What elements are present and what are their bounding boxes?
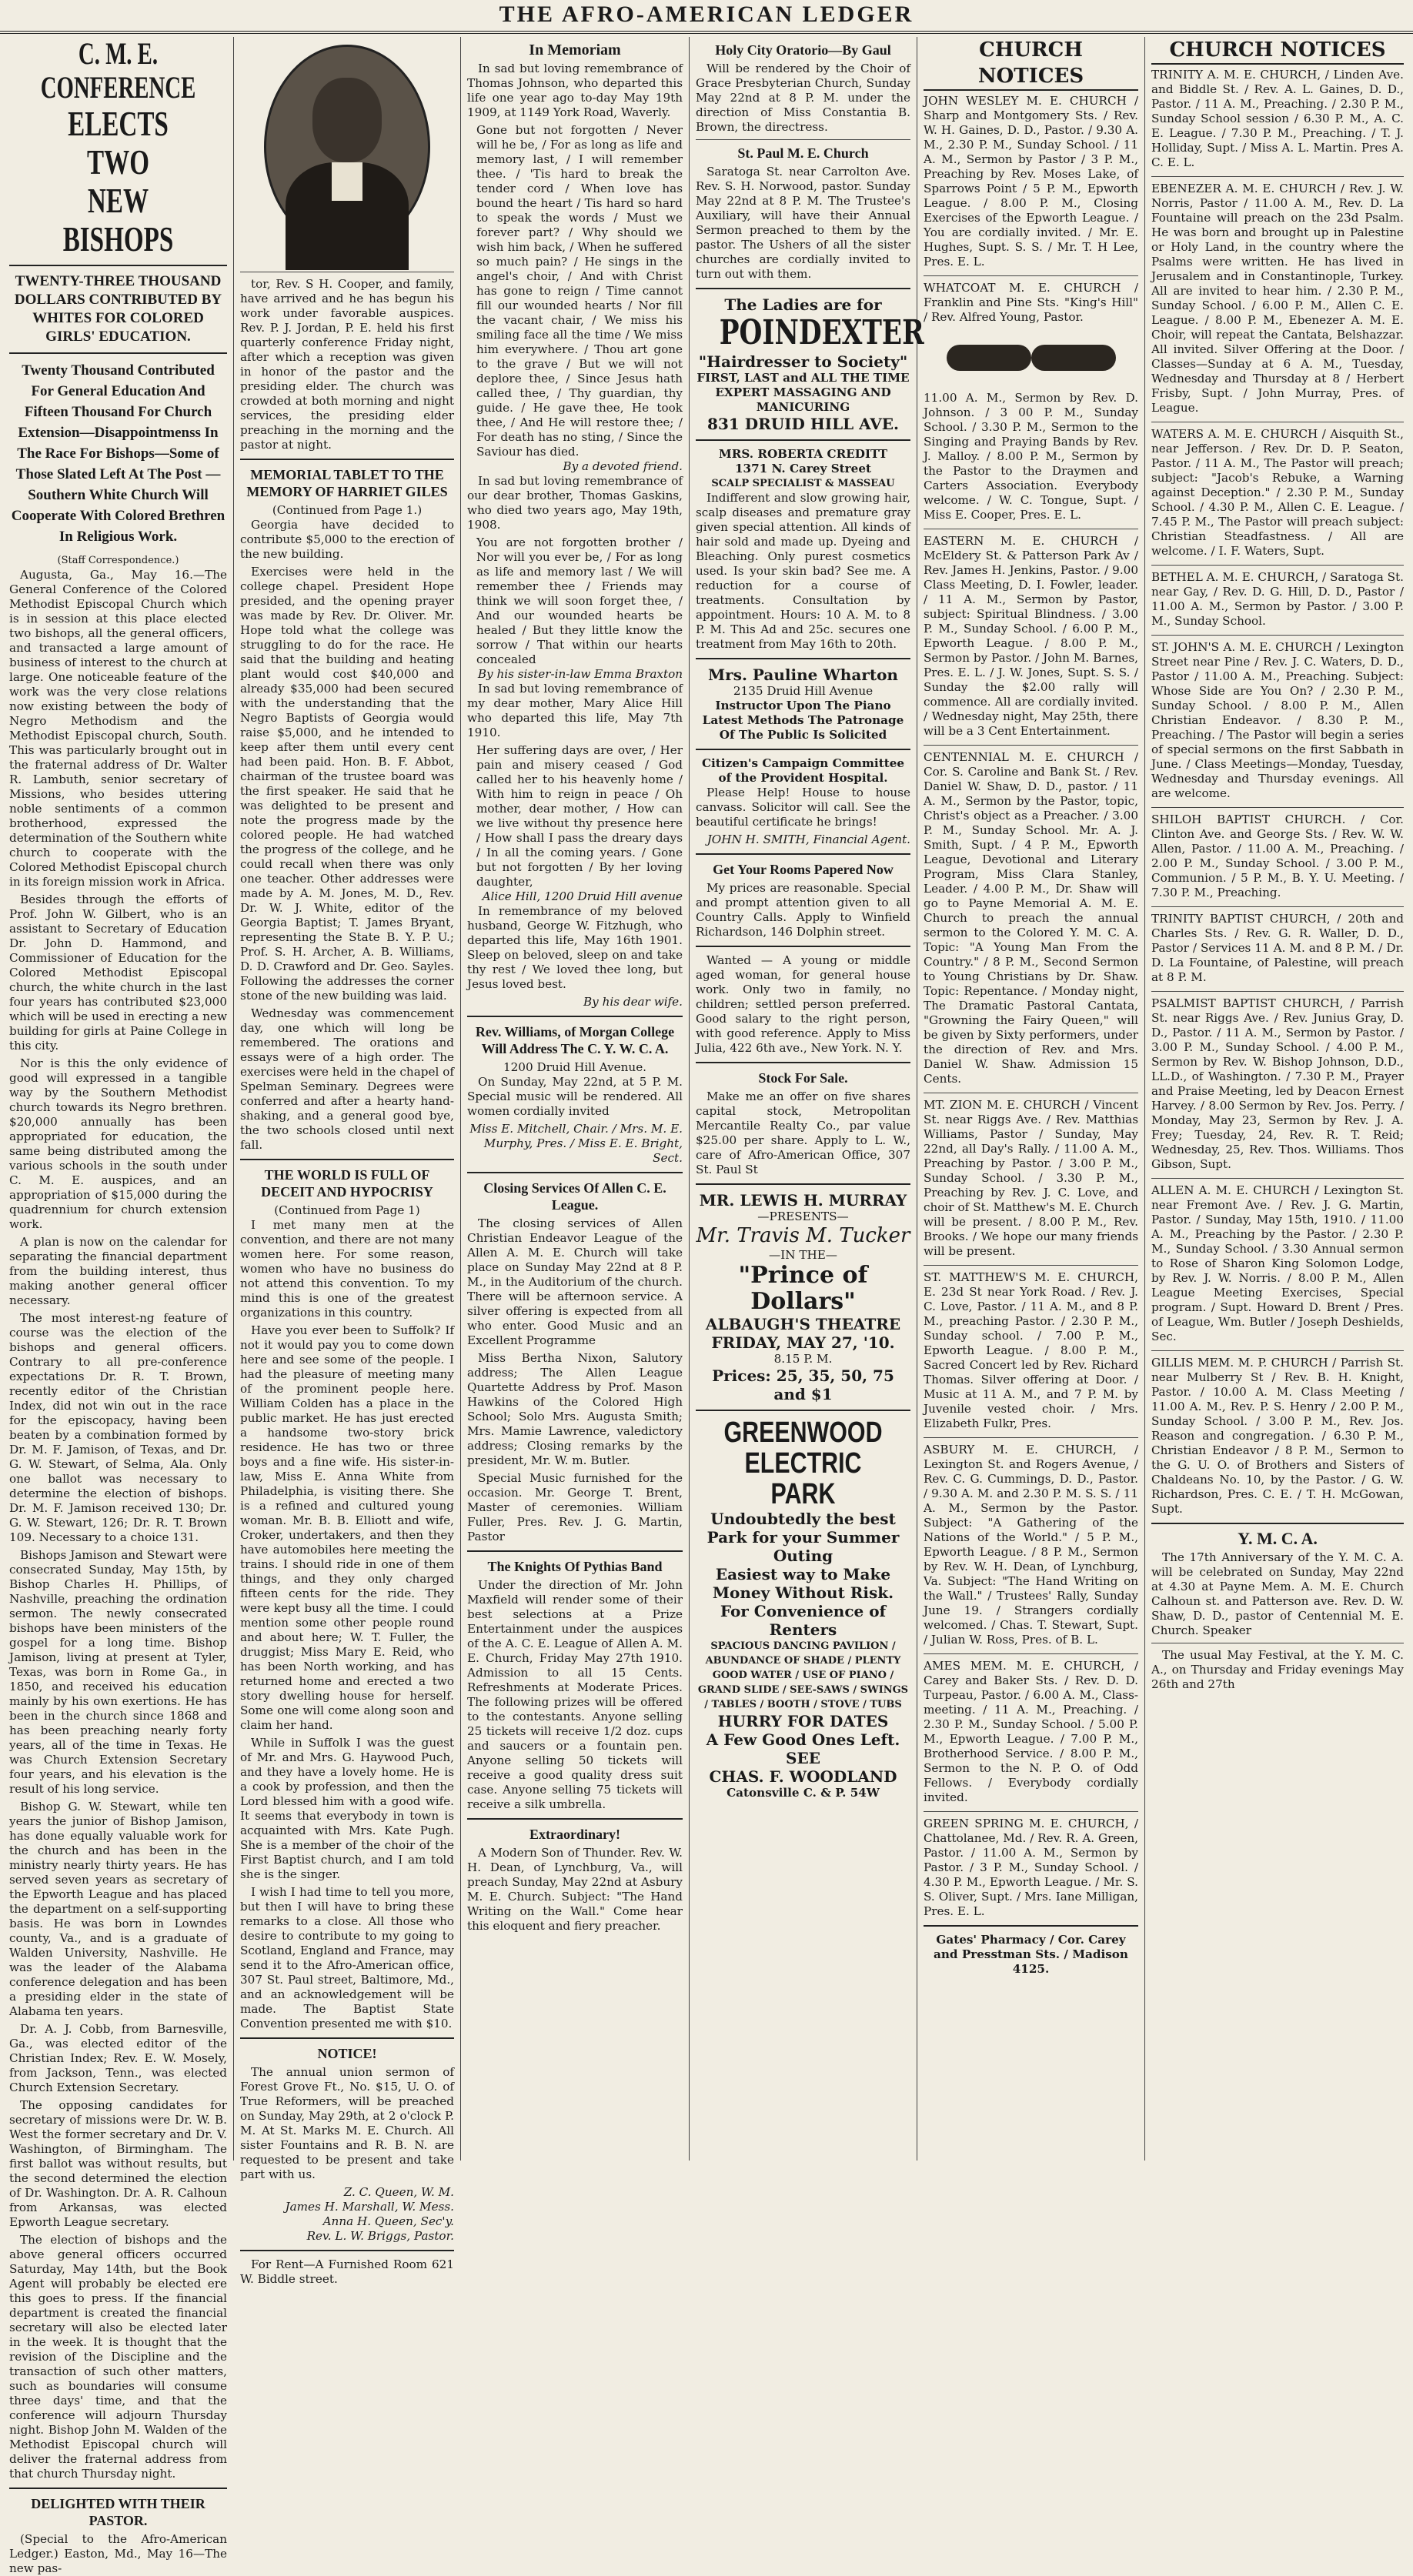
church-notice: ALLEN A. M. E. CHURCH / Lexington St. near Fremont Ave. / Rev. J. G. Martin, Pastor. / Sunday, May 15th, 1910. / 11.00 A. M., Preaching by the Pastor. / 2.30 P. M., Sunday School. / 3.30 Annual sermon to Rose of Sharon King Solomon Lodge, by Rev. J. W. Norris. / 8.00 P. M., Allen League Meeting Exercises, Special program. / Supt. Howard D. Brent / Pres. of League, Wm. Butler / Joseph Deshields, Sec. — [1151, 1183, 1404, 1343]
article-paragraph: Will be rendered by the Choir of Grace Presbyterian Church, Sunday May 22nd at 8 P. M. under the direction of Miss Constantia B. Brown, the directress. — [696, 62, 910, 134]
signature: By his sister-in-law Emma Braxton — [477, 667, 683, 681]
article-paragraph: Wednesday was commencement day, one which will long be remembered. The orations and essays were of a high order. The exercises were held in the chapel of Spelman Seminary. Degrees were conferred and after a hearty hand-shaking, and a general good bye, the two schools closed until next fall. — [240, 1006, 454, 1152]
signature: JOHN H. SMITH, Financial Agent. — [706, 833, 910, 846]
article-paragraph: (Special to the Afro-American Ledger.) Easton, Md., May 16—The new pas- — [9, 2532, 227, 2575]
ad-poindexter-address: 831 DRUID HILL AVE. — [707, 415, 899, 433]
church-notice: CENTENNIAL M. E. CHURCH / Cor. S. Caroline and Bank St. / Rev. Daniel W. Shaw, D. D., pastor. / 11 A. M., Sermon by the Pastor, topic, Christ's object as a Preacher. / 3.00 P. M., Sunday School. Mr. A. J. Smith, Supt. / 4 P. M., Epworth League, Devotional and Literary Program, Miss Clara Stanley, Leader. / 4.00 P. M., Dr. Shaw will go to Payne Memorial A. M. E. Church to preach the annual sermon to the Colored Y. M. C. A. Topic: "A Young Man From the Country." / 8 P. M., Second Sermon to Young Christians by Dr. Shaw. Topic: Repentance. / Monday night, The Dramatic Pastoral Cantata, "Growning the Fairy Queen," will be given by Sixty performers, under the direction of Rev. and Mrs. Daniel W. Shaw. Admission 15 Cents. — [924, 750, 1138, 1086]
classified-ad: For Rent—A Furnished Room 621 W. Biddle street. — [240, 2257, 454, 2286]
church-notice: WATERS A. M. E. CHURCH / Aisquith St., near Jefferson. / Rev. Dr. D. P. Seaton, Pastor. / 11 A. M., The Pastor will preach; subject: "Jacob's Rebuke, a Warning against Deception." / 2.30 P. M., Sunday School. / 4.30 P. M., Allen C. E. League. / 7.45 P. M., The Pastor will preach subject: Christian Steadfastness. / All are welcome. / I. F. Waters, Supt. — [1151, 427, 1404, 558]
church-notice: ST. JOHN'S A. M. E. CHURCH / Lexington Street near Pine / Rev. J. C. Waters, D. D., Pastor / 11.00 A. M., Preaching. Subject: Whose Side are You On? / 2.30 P. M., Sunday School. / 8.00 P. M., Allen Christian Endeavor. / 8.30 P. M., Preaching. / The Pastor will begin a series of special sermons on the first Sabbath in June. / Class Meetings—Monday, Tuesday, Wednesday and Thursday evenings. All are welcome. — [1151, 640, 1404, 800]
notice-headline: Citizen's Campaign Committee of the Provident Hospital. — [701, 756, 905, 785]
ad-creditt-body: Indifferent and slow growing hair, scalp diseases and premature gray given special attention. All kinds of hair sold and made up. Dyeing and Bleaching. Only purest cosmetics used. Is your skin bad? See me. A reduction for a course of treatments. Consultation by appointment. Hours: 10 A. M. to 8 P. M. This Ad and 25c. secures one treatment from May 16th to 20th. — [696, 491, 910, 651]
memorial-poem: Her suffering days are over, / Her pain and misery ceased / God called her to his heavenly home / With him to reign in peace / Oh mother, dear mother, / How can we live without thy presence here / How shall I pass the dreary days / In all the coming years. / Gone but not forgotten / By her loving daughter, — [476, 743, 683, 889]
ad-creditt-line: SCALP SPECIALIST & MASSEAU — [711, 478, 895, 489]
article-headline: DELIGHTED WITH THEIR PASTOR. — [31, 2496, 205, 2528]
article-paragraph: Miss Bertha Nixon, Salutory address; The Allen League Quartette Address by Prof. Mason Hawkins of the Colored High School; Solo Mrs. Augusta Smith; Mrs. Mamie Lawrence, valedictory address; Closing remarks by the president, Mr. W. m. Butler. — [467, 1351, 683, 1467]
church-notice: TRINITY BAPTIST CHURCH, / 20th and Charles Sts. / Rev. G. R. Waller, D. D., Pastor / Services 11 A. M. and 8 P. M. / Dr. D. La Fountaine, of Palestine, will preach at 8 P. M. — [1151, 912, 1404, 984]
article-paragraph: The closing services of Allen Christian Endeavor League of the Allen A. M. E. Church will take place on Sunday May 22nd at 8 P. M., in the Auditorium of the church. There will be afternoon service. A silver offering is expected from all who enter. Good Music and an Excellent Programme — [467, 1216, 683, 1347]
article-paragraph: I met many men at the convention, and there are not many women here. For some reason, women who have no business do not attend this convention. To my mind this is one of the greatest organizations in this country. — [240, 1218, 454, 1320]
article-paragraph: tor, Rev. S H. Cooper, and family, have arrived and he has begun his work under favorable auspices. Rev. P. J. Jordan, P. E. held his first quarterly conference Friday night, after which a reception was given in honor of the pastor and the presiding elder. The church was crowded at both morning and night services, the presiding elder preaching in the morning and the pastor at night. — [240, 277, 454, 452]
article-paragraph: On Sunday, May 22nd, at 5 P. M. Special music will be rendered. All women cordially invited — [467, 1075, 683, 1118]
article-paragraph: Saratoga St. near Carrolton Ave. Rev. S. H. Norwood, pastor. Sunday May 22nd at 8 P. M. The Trustee's Auxiliary, will have their Annual Sermon preached to them by the pastor. The Ushers of all the sister churches are cordially invited to turn out with them. — [696, 165, 910, 281]
article-paragraph: A plan is now on the calendar for separating the financial department from the building interest, thus making another general officer necessary. — [9, 1235, 227, 1307]
notice-paragraph: Please Help! House to house canvass. Solicitor will call. See the beautiful certificate he brings! — [696, 786, 910, 829]
article-paragraph: The opposing candidates for secretary of missions were Dr. W. B. West the former secretary and Dr. V. Washington, of Birmingham. The first ballot was without results, but the second determined the election of Dr. Washington. Dr. A. R. Calhoun from Arkansas, was elected Epworth League secretary. — [9, 2098, 227, 2229]
church-notice: EBENEZER A. M. E. CHURCH / Rev. J. W. Norris, Pastor / 11.00 A. M., Rev. D. La Fountaine will preach on the 23d Psalm. He was born and brought up in Palestine or Holy Land, in the country where the Psalms were written. He has lived in Jerusalem and in Constantinople, Turkey. All are invited to hear him. / 2.30 P. M., Sunday School. / 6.00 P. M., Allen C. E. League. / 8.00 P. M., Ebenezer A. M. E. Choir, will repeat the Cantata, Belshazzar. All invited. Silver Offering at the Door. / Classes—Sunday at 6 A. M., Tuesday, Wednesday and Thursday at 8 / Herbert Frisby, Supt. / John Murray, Pres. of League. — [1151, 182, 1404, 415]
memorial-paragraph: In sad but loving remembrance of my dear mother, Mary Alice Hill who departed this life, May 7th 1910. — [467, 682, 683, 739]
article-headline: The Knights Of Pythias Band — [487, 1559, 663, 1574]
ad-park-tagline: Easiest way to Make Money Without Risk. — [712, 1565, 894, 1602]
article-headline: THE WORLD IS FULL OF DECEIT AND HYPOCRISY — [261, 1167, 433, 1200]
memorial-paragraph: In sad but loving remembrance of our dear brother, Thomas Gaskins, who died two years ago, May 19th, 1908. — [467, 474, 683, 532]
article-paragraph: I wish I had time to tell you more, but then I will have to bring these remarks to a close. All those who desire to contribute to my going to Scotland, England and France, may send it to the Afro-American office, 307 St. Paul street, Baltimore, Md., and an acknowledgement will be made. The Baptist State Convention presented me with $10. — [240, 1885, 454, 2030]
ad-park-cta: SEE — [786, 1749, 820, 1767]
signature: By his dear wife. — [583, 995, 683, 1009]
ad-prices: Prices: 25, 35, 50, 75 and $1 — [712, 1366, 894, 1403]
ad-park-phone: Catonsville C. & P. 54W — [727, 1786, 880, 1800]
ad-line: —PRESENTS— — [757, 1210, 849, 1223]
ad-creditt-address: 1371 N. Carey Street — [734, 462, 872, 475]
column-5 — [917, 37, 1145, 2161]
ad-park-tagline: Undoubtedly the best Park for your Summer Outing — [706, 1510, 900, 1565]
ad-line: —IN THE— — [769, 1248, 837, 1262]
signature: Anna H. Queen, Sec'y. — [322, 2214, 454, 2228]
church-notice: TRINITY A. M. E. CHURCH, / Linden Ave. and Biddle St. / Rev. A. L. Gaines, D. D., Pastor. / 11 A. M., Preaching. / 2.30 P. M., Sunday School session / 6.30 P. M., A. C. E. League. / 7.30 P. M., Preaching. / T. J. Holliday, Supt. / Miss A. L. Martin. Pres A. C. E. L. — [1151, 68, 1404, 169]
church-notice: ASBURY M. E. CHURCH, / Lexington St. and Rogers Avenue, / Rev. C. G. Cummings, D. D., Pastor. / 9.30 A. M. and 2.30 P. M. S. S. / 11 A. M., Sermon by the Pastor. Subject: "A Gathering of the Nations of the World." / 5 P. M., Epworth League. / 8 P. M., Sermon by Rev. W. H. Dean, of Lynchburg, Va. Subject: "The Hand Writing on the Wall." / Trustees' Rally, Sunday June 19. / Strangers cordially welcomed. / Chas. T. Stewart, Supt. / Julian W. Ross, Pres. of B. L. — [924, 1443, 1138, 1647]
article-paragraph: Bishops Jamison and Stewart were consecrated Sunday, May 15th, by Bishop Charles H. Phillips, of Nashville, preaching the ordination sermon. The newly consecrated bishops have been ministers of the gospel for a long time. Bishop Jamison, living at present at Tyler, Texas, was born in Rome Ga., in 1850, and received his education mainly by his own exertions. He has been in the church since 1868 and has been preaching nearly forty years, all of the time in Texas. He was Church Extension Secretary four years, and his elevation is the result of his long service. — [9, 1548, 227, 1796]
church-notice: ST. MATTHEW'S M. E. CHURCH, E. 23d St near York Road. / Rev. J. C. Love, Pastor. / 11 A. M., and 8 P. M., preaching Pastor. / 2.30 P. M., Sunday school. / 7.00 P. M., Epworth League. / 8.00 P. M., Sacred Concert led by Rev. Richard Thomas. Silver offering at Door. / Music at 11 A. M., and 7 P. M. by Juvenile vested choir. / Mrs. Elizabeth Fulkr, Pres. — [924, 1270, 1138, 1430]
masthead: THE AFRO-AMERICAN LEDGER — [0, 0, 1413, 34]
ad-park-contact: CHAS. F. WOODLAND — [709, 1767, 897, 1786]
article-paragraph: Exercises were held in the college chapel. President Hope presided, and the opening prayer was made by Rev. Dr. Oliver. Mr. Hope told what the college was struggling to do for the race. He said that the building and heating plant would cost $40,000 and already $35,000 had been secured with the understanding that the Negro Baptists of Georgia would raise $5,000, and he intended to keep after them until every cent had been paid. Hon. B. F. Abbot, chairman of the trustee board was the first speaker. He said that he was delighted to be present and note the progress made by the colored people. He had watched the progress of the college, and he could recall when there was only one teacher. Other addresses were made by A. M. Jones, M. D., Rev. Dr. W. J. White, editor of the Georgia Baptist; T. James Bryant, representing the State B. Y. P. U.; Prof. S. H. Archer, A. B. Williams, D. D. Crawford and Dr. Geo. Sayles. Following the addresses the corner stone of the new building was laid. — [240, 565, 454, 1003]
ad-park-tagline: For Convenience of Renters — [720, 1602, 887, 1639]
signature: James H. Marshall, W. Mess. — [285, 2200, 454, 2214]
article-headline: Holy City Oratorio—By Gaul — [715, 42, 891, 58]
church-notice: GILLIS MEM. M. P. CHURCH / Parrish St. near Mulberry St / Rev. B. H. Knight, Pastor. / 10.00 A. M. Class Meeting / 11.00 A. M., Rev. P. S. Henry / 2.00 P. M., Sunday School. / 3.00 P. M., Rev. Jos. Reason and congregation. / 6.30 P. M., Christian Endeavor / 8 P. M., Sermon to the G. U. O. of Brothers and Sisters of Chaldeans No. 10, by the Pastor. / G. W. Richardson, Pres. C. E. / T. H. McGowan, Supt. — [1151, 1356, 1404, 1516]
memorial-paragraph: In sad but loving remembrance of Thomas Johnson, who departed this life one year ago to-day May 19th 1909, at 1149 York Road, Waverly. — [467, 62, 683, 119]
classified-ad: Wanted — A young or middle aged woman, for general house work. Only two in family, no children; settled person preferred. Good salary to the right person, with good reference. Apply to Miss Julia, 422 6th ave., New York. N. Y. — [696, 953, 910, 1055]
column-3 — [461, 37, 690, 2161]
ad-presenter: MR. LEWIS H. MURRAY — [699, 1191, 907, 1210]
ad-pharmacy: Gates' Pharmacy / Cor. Carey and Presstman Sts. / Madison 4125. — [934, 1933, 1128, 1976]
article-paragraph: The 17th Anniversary of the Y. M. C. A. will be celebrated on Sunday, May 22nd at 4.30 at Payne Mem. A. M. E. Church Calhoun st. and Patterson ave. Rev. D. W. Shaw, D. D., pastor of Centennial M. E. Church. Speaker — [1151, 1550, 1404, 1637]
article-headline: Y. M. C. A. — [1238, 1529, 1318, 1548]
signature: Z. C. Queen, W. M. — [343, 2185, 454, 2199]
handshake-illustration — [947, 331, 1116, 385]
memorial-poem: You are not forgotten brother / Nor will you ever be, / For as long as life and memory last / We will remember thee / Friends may think we will soon forget thee, / And our wounded hearts be healed / But they little know the sorrow / That within our hearts concealed — [476, 536, 683, 666]
headline-line-1: C. M. E. CONFERENCE — [40, 36, 196, 105]
signature: Miss E. Mitchell, Chair. / Mrs. M. E. Murphy, Pres. / Miss E. E. Bright, Sect. — [469, 1122, 683, 1165]
ad-poindexter-intro: The Ladies are for — [724, 295, 882, 314]
divider — [9, 265, 227, 266]
church-notice: 11.00 A. M., Sermon by Rev. D. Johnson. / 3 00 P. M., Sunday School. / 3.30 P. M., Sermon to the Singing and Praying Bands by Rev. J. Malloy. / 8.00 P. M., Sermon by the Pastor to the Draymen and Carters Association. Everybody welcome. / W. C. Tongue, Supt. / Miss E. Cooper, Pres. E. L. — [924, 391, 1138, 522]
headline-line-2: ELECTS TWO — [68, 104, 169, 182]
section-header: CHURCH NOTICES — [1151, 37, 1404, 65]
article-headline: Rev. Williams, of Morgan College Will Address The C. Y. W. C. A. — [475, 1024, 675, 1056]
ad-park-features: SPACIOUS DANCING PAVILION / ABUNDANCE OF SHADE / PLENTY GOOD WATER / USE OF PIANO / GRAND SLIDE / SEE-SAWS / SWINGS / TABLES / BOOTH / STOVE / TUBS — [697, 1640, 909, 1710]
continued-note: (Continued from Page 1) — [274, 1203, 420, 1217]
column-6 — [1145, 37, 1410, 2161]
ad-wharton-name: Mrs. Pauline Wharton — [708, 666, 898, 684]
article-paragraph: The election of bishops and the above general officers occurred Saturday, May 14th, but the Book Agent will probably be elected ere this goes to press. If the financial department is created the financial secretary will also be elected later in the week. It is thought that the revision of the Discipline and the transaction of such other matters, such as boundaries will consume three days' time, and that the conference will adjourn Thursday night. Bishop John M. Walden of the Methodist Episcopal church will deliver the fraternal address from that church Thursday night. — [9, 2233, 227, 2481]
church-notice: SHILOH BAPTIST CHURCH. / Cor. Clinton Ave. and George Sts. / Rev. W. W. Allen, Pastor. / 11.00 A. M., Preaching. / 2.00 P. M., Sunday School. / 3.00 P. M., Communion. / 5 P. M., B. Y. U. Meeting. / 7.30 P. M., Preaching. — [1151, 813, 1404, 899]
ad-paragraph: My prices are reasonable. Special and prompt attention given to all Country Calls. Apply to Winfield Richardson, 146 Dolphin street. — [696, 881, 910, 939]
memorial-paragraph: In remembrance of my beloved husband, George W. Fitzhugh, who departed this life, May 16th 1901. Sleep on beloved, sleep on and take thy rest / We loved thee long, but Jesus loved best. — [467, 904, 683, 991]
article-headline: St. Paul M. E. Church — [737, 145, 869, 161]
ad-headline: Stock For Sale. — [758, 1070, 848, 1086]
article-paragraph: The usual May Festival, at the Y. M. C. A., on Thursday and Friday evenings May 26th and 27th — [1151, 1648, 1404, 1691]
ad-date: FRIDAY, MAY 27, '10. — [711, 1333, 895, 1352]
article-paragraph: Have you ever been to Suffolk? If not it would pay you to come down here and see some of the people. I had the pleasure of meeting many of the prominent people here. William Colden has a place in the public market. He has just erected a handsome two-story brick residence. He has two or three boys and a fine wife. His sister-in-law, Miss E. Anna White from Philadelphia, is visiting there. She is a refined and cultured young woman. Mr. B. B. Elliott and wife, Croker, undertakers, and then they have automobiles here meeting the trains. I should ride in one of them things, and they only charged fifteen cents for the ride. They were kept busy all the time. I could mention some other people round and about here; W. T. Fuller, the druggist; Miss Mary E. Reid, who has been North working, and has returned home and erected a two story dwelling house for herself. Some one will come along soon and claim her hand. — [240, 1323, 454, 1732]
ad-park-name: GREENWOOD ELECTRIC PARK — [723, 1416, 883, 1510]
column-1 — [3, 36, 234, 2575]
ad-wharton-body: Instructor Upon The Piano Latest Methods The Patronage Of The Public Is Solicited — [702, 699, 904, 742]
ad-wharton-address: 2135 Druid Hill Avenue — [733, 684, 874, 698]
ad-creditt-name: MRS. ROBERTA CREDITT — [718, 447, 888, 461]
ad-park-cta: HURRY FOR DATES — [717, 1712, 889, 1730]
section-headline: In Memoriam — [529, 42, 621, 58]
article-paragraph: A Modern Son of Thunder. Rev. W. H. Dean, of Lynchburg, Va., will preach Sunday, May 22nd at Asbury M. E. Church. Subject: "The Hand Writing on the Wall." Come hear this eloquent and fiery preacher. — [467, 1846, 683, 1933]
church-notice: EASTERN M. E. CHURCH / McEldery St. & Patterson Park Av / Rev. James H. Jenkins, Pastor. / 9.00 Class Meeting, D. I. Fowler, leader. / 11 A. M., Sermon by Pastor, subject: Spiritual Blindness. / 3.00 P. M., Sunday School. / 6.00 P. M., Epworth League. / 8.00 P. M., Sermon by Pastor. / John M. Barnes, Pres. E. L. / J. W. Jones, Supt. S. S. / Sunday the $2.00 rally will commence. All are cordially invited. / Wednesday night, May 25th, there will be a 3 Cent Entertainment. — [924, 534, 1138, 738]
article-headline: Extraordinary! — [529, 1827, 620, 1842]
byline: (Staff Correspondence.) — [57, 555, 179, 566]
deck: Twenty Thousand Contributed For General Education And Fifteen Thousand For Church Extension—Disappointmenss In The Race For Bishops—Some of Those Slated Left At The Post —Southern White Church Will Cooperate With Colored Brethren In Religious Work. — [11, 362, 225, 545]
article-paragraph: Georgia have decided to contribute $5,000 to the erection of the new building. — [240, 518, 454, 561]
ad-poindexter-name: POINDEXTER — [719, 313, 924, 352]
article-paragraph: Dr. A. J. Cobb, from Barnesville, Ga., was elected editor of the Christian Index; Rev. E. W. Mosely, from Jackson, Tenn., was elected Church Extension Secretary. — [9, 2022, 227, 2094]
article-paragraph: Augusta, Ga., May 16.—The General Conference of the Colored Methodist Episcopal Church which is in session at this place elected two bishops, all the general officers, and transacted a large amount of business of interest to the church at large. One noticeable feature of the work was the very close relations now existing between the body of Negro Methodism and the Methodist Episcopal church, South. This was particularly brought out in the fraternal address of Dr. Walter R. Lambuth, senior secretary of Missions, who besides uttering noble sentiments of a common brotherhood, expressed the determination of the Southern white church to cooperate with the Colored Methodist Episcopal church in its foreign mission work in Africa. — [9, 568, 227, 889]
article-headline: MEMORIAL TABLET TO THE MEMORY OF HARRIET GILES — [246, 467, 448, 499]
ad-paragraph: Make me an offer on five shares capital stock, Metropolitan Mercantile Realty Co., par value $25.00 per share. Apply to L. W., care of Afro-American Office, 307 St. Paul St — [696, 1089, 910, 1176]
ad-park-cta: A Few Good Ones Left. — [706, 1730, 900, 1749]
address-line: 1200 Druid Hill Avenue. — [503, 1060, 647, 1074]
notice-paragraph: The annual union sermon of Forest Grove Ft., No. $15, U. O. of True Reformers, will be preached on Sunday, May 29th, at 2 o'clock P. M. At St. Marks M. E. Church. All sister Fountains and R. B. N. are requested to be present and take part with us. — [240, 2065, 454, 2181]
church-notice: JOHN WESLEY M. E. CHURCH / Sharp and Montgomery Sts. / Rev. W. H. Gaines, D. D., Pastor. / 9.30 A. M., 2.30 P. M., Sunday School. / 11 A. M., Sermon by Pastor / 3 P. M., Preaching by Rev. Moses Lake, of Sparrows Point / 5 P. M., Epworth League. / 8.00 P. M., Closing Exercises of the Epworth League. / You are cordially invited. / Mr. E. Hughes, Supt. S. S. / Mr. T. H Lee, Pres. E. L. — [924, 94, 1138, 269]
ad-play-title: "Prince of Dollars" — [738, 1262, 868, 1315]
ad-headline: Get Your Rooms Papered Now — [713, 862, 894, 877]
article-paragraph: Special Music furnished for the occasion. Mr. George T. Brent, Master of ceremonies. William Fuller, Pres. Rev. J. G. Martin, Pastor — [467, 1471, 683, 1543]
article-paragraph: Under the direction of Mr. John Maxfield will render some of their best selections at a Prize Entertainment under the auspices of the A. C. E. League of Allen A. M. E. Church, Friday May 27th 1910. Admission to all 15 Cents. Refreshments at Moderate Prices. The following prizes will be offered to the contestants. Anyone selling 25 tickets will receive 1/2 doz. cups and saucers or a fountain pen. Anyone selling 50 tickets will receive a good quality dress suit case. Anyone selling 75 tickets will receive a silk umbrella. — [467, 1578, 683, 1811]
notice-headline: NOTICE! — [317, 2046, 377, 2061]
ad-theatre: ALBAUGH'S THEATRE — [705, 1315, 901, 1333]
headline-line-3: NEW BISHOPS — [62, 181, 174, 259]
church-notice: MT. ZION M. E. CHURCH / Vincent St. near Riggs Ave. / Rev. Matthias Williams, Pastor / Sunday, May 22nd, all Day's Rally. / 11.00 A. M., Preaching by Pastor. / 3.00 P. M., Sunday School. / 3.30 P. M., Preaching by Rev. J. C. Love, and choir of St. Matthew's M. E. Church will be present. / 8.00 P. M., Rev. Brooks. / We hope our many friends will be present. — [924, 1098, 1138, 1258]
divider — [9, 352, 227, 354]
article-headline: Closing Services Of Allen C. E. League. — [483, 1180, 666, 1213]
signature: Rev. L. W. Briggs, Pastor. — [306, 2229, 454, 2243]
church-notice: GREEN SPRING M. E. CHURCH, / Chattolanee, Md. / Rev. R. A. Green, Pastor. / 11.00 A. M., Sermon by Pastor. / 3 P. M., Sunday School. / 4.30 P. M., Epworth League. / Mr. S. S. Oliver, Supt. / Mrs. Iane Milligan, Pres. E. L. — [924, 1817, 1138, 1918]
ad-poindexter-line: FIRST, LAST and ALL THE TIME — [696, 371, 910, 385]
portrait-photo — [264, 45, 430, 249]
signature: Alice Hill, 1200 Druid Hill avenue — [482, 889, 683, 903]
article-paragraph: While in Suffolk I was the guest of Mr. and Mrs. G. Haywood Puch, and they have a lovely home. He is a cook by profession, and then the Lord blessed him with a good wife. It seems that everybody in town is acquainted with Mrs. Kate Pugh. She is a member of the choir of the First Baptist church, and I am told she is the singer. — [240, 1736, 454, 1881]
article-paragraph: The most interest-ng feature of course was the election of the bishops and general officers. Contrary to all pre-conference expectations Dr. R. T. Brown, recently editor of the Christian Index, did not win out in the race for the episcopacy, having been beaten by a combination formed by Dr. M. F. Jamison, of Texas, and Dr. G. W. Stewart, of Selma, Ala. Only one ballot was necessary to determine the election of bishops. Dr. M. F. Jamison received 130; Dr. G. W. Stewart, 126; Dr. R. T. Brown 109. Necessary to a choice 131. — [9, 1311, 227, 1544]
section-header: CHURCH NOTICES — [924, 37, 1138, 91]
column-2 — [234, 37, 461, 2286]
ad-time: 8.15 P. M. — [773, 1352, 833, 1366]
church-notice: WHATCOAT M. E. CHURCH / Franklin and Pine Sts. "King's Hill" / Rev. Alfred Young, Pastor. — [924, 281, 1138, 324]
article-paragraph: Nor is this the only evidence of good will expressed in a tangible way by the Southern Methodist church towards its Negro brethren. $20,000 annually has been appropriated for education, the same being distributed among the various schools in the south under C. M. E. auspices, and an appropriation of $15,000 during the quadrennium for church extension work. — [9, 1056, 227, 1231]
church-notice: BETHEL A. M. E. CHURCH, / Saratoga St. near Gay, / Rev. D. G. Hill, D. D., Pastor / 11.00 A. M., Sermon by Pastor. / 3.00 P. M., Sunday School. — [1151, 570, 1404, 628]
ad-poindexter-tagline: "Hairdresser to Society" — [698, 352, 908, 371]
continued-note: (Continued from Page 1.) — [272, 503, 423, 517]
subheadline: TWENTY-THREE THOUSAND DOLLARS CONTRIBUTED BY WHITES FOR COLORED GIRLS' EDUCATION. — [14, 273, 222, 345]
divider — [9, 2488, 227, 2489]
ad-performer: Mr. Travis M. Tucker — [696, 1224, 910, 1247]
article-paragraph: Besides through the efforts of Prof. John W. Gilbert, who is an assistant to Secretary of Education Dr. John D. Hammond, and Commissioner of Education for the Colored Methodist Episcopal church, the white church in the last four years has contributed $23,000 which will be used in erecting a new building for girls at Paine College in this city. — [9, 893, 227, 1053]
column-4 — [690, 37, 924, 2161]
signature: By a devoted friend. — [563, 459, 683, 473]
church-notice: PSALMIST BAPTIST CHURCH, / Parrish St. near Riggs Ave. / Rev. Junius Gray, D. D., Pastor. / 11 A. M., Sermon by Pastor. / 3.00 P. M., Sunday School. / 4.00 P. M., Sermon by Rev. W. Bishop Johnson, D.D., LL.D., of Washington. / 7.30 P. M., Prayer and Praise Meeting, led by Deacon Ernest Harvey. / 8.00 Sermon by Rev. Jos. Perry. / Monday, May 23, Sermon by Rev. J. A. Frey; Tuesday, 24, Rev. R. T. Reid; Wednesday, 25, Rev. Thos. Williams. Thos Gibson, Supt. — [1151, 996, 1404, 1171]
ad-poindexter-line: EXPERT MASSAGING AND MANICURING — [715, 385, 891, 414]
article-paragraph: Bishop G. W. Stewart, while ten years the junior of Bishop Jamison, has done equally valuable work for the church and has been in the ministry nearly thirty years. He has served seven years as secretary of the Epworth League and has placed the department on a self-supporting basis. He was born in Lowndes county, Va., and is a graduate of Walden University, Nashville. He was the leader of the Alabama conference delegation and has been a presiding elder in the state of Alabama ten years. — [9, 1800, 227, 2018]
church-notice: AMES MEM. M. E. CHURCH, / Carey and Baker Sts. / Rev. D. D. Turpeau, Pastor. / 6.00 A. M., Class-meeting. / 11 A. M., Preaching. / 2.30 P. M., Sunday School. / 5.00 P. M., Epworth League. / 7.00 P. M., Brotherhood Service. / 8.00 P. M., Sermon to the N. P. O. of Odd Fellows. / Everybody cordially invited. — [924, 1659, 1138, 1804]
memorial-poem: Gone but not forgotten / Never will he be, / For as long as life and memory last, / I will remember thee. / 'Tis hard to break the tender cord / When love has bound the heart / Tis hard so hard to speak the words / Must we forever part? / Why should we wish him back, / When he suffered so much pain? / He sings in the angel's choir, / And with Christ has gone to reign / Time cannot fill our wounded hearts / Nor fill the vacant chair, / We miss his smiling face all the time / We miss him everywhere. / Thou art gone to the grave / But we will not deplore thee, / Since Jesus hath called thee, / Thy guardian, thy guide. / He gave thee, He took thee, / And He will restore thee; / For death has no sting, / Since the Saviour has died. — [476, 123, 683, 459]
